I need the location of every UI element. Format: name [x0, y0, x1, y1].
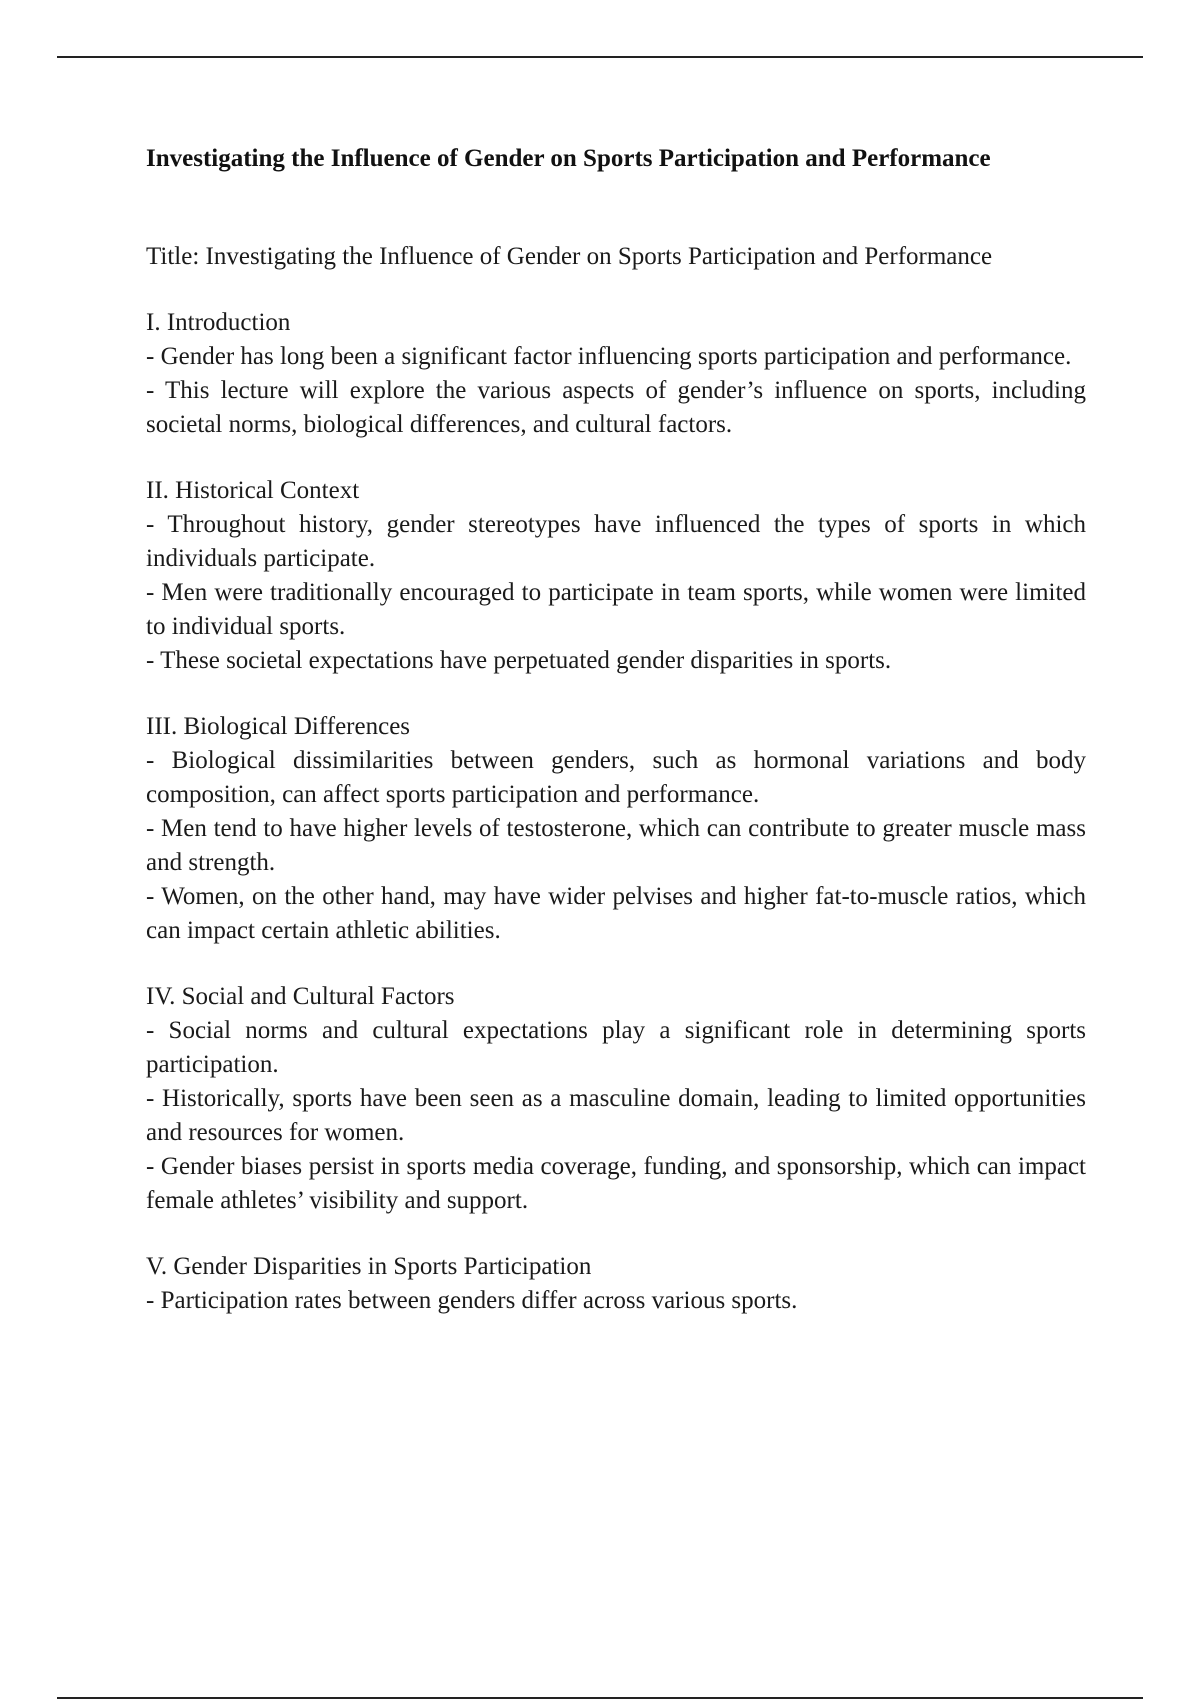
- section-social-cultural-factors: [146, 980, 1086, 1218]
- section-heading: III. Biological Differences: [146, 713, 411, 740]
- bullet-item: - Women, on the other hand, may have wider pelvises and higher fat-to-muscle ratios, which can impact certain athletic abilities.: [146, 883, 1086, 944]
- bullet-item: - This lecture will explore the various aspects of gender’s influence on sports, including societal norms, biological differences, and cultural factors.: [146, 377, 1086, 438]
- bullet-item: - Biological dissimilarities between genders, such as hormonal variations and body composition, can affect sports participation and performance.: [146, 747, 1086, 808]
- document-title-line: Title: Investigating the Influence of Gender on Sports Participation and Performance: [146, 243, 993, 270]
- bullet-item: - Throughout history, gender stereotypes have influenced the types of sports in which individuals participate.: [146, 511, 1086, 572]
- bullet-item: - Gender biases persist in sports media coverage, funding, and sponsorship, which can impact female athletes’ visibility and support.: [146, 1153, 1086, 1214]
- document-body: [146, 142, 1086, 1350]
- section-introduction: [146, 306, 1086, 442]
- section-biological-differences: [146, 710, 1086, 948]
- bullet-item: - Historically, sports have been seen as a masculine domain, leading to limited opportunities and resources for women.: [146, 1085, 1086, 1146]
- bullet-item: - Gender has long been a significant factor influencing sports participation and performance.: [146, 343, 1072, 370]
- bullet-item: - Social norms and cultural expectations play a significant role in determining sports participation.: [146, 1017, 1086, 1078]
- section-heading: IV. Social and Cultural Factors: [146, 983, 455, 1010]
- section-heading: II. Historical Context: [146, 477, 360, 504]
- section-gender-disparities: [146, 1250, 1086, 1318]
- section-heading: I. Introduction: [146, 309, 291, 336]
- bullet-item: - Men tend to have higher levels of testosterone, which can contribute to greater muscle mass and strength.: [146, 815, 1086, 876]
- document-heading: Investigating the Influence of Gender on Sports Participation and Performance: [146, 145, 991, 172]
- section-historical-context: [146, 474, 1086, 678]
- top-rule: [57, 56, 1143, 58]
- section-heading: V. Gender Disparities in Sports Participation: [146, 1253, 592, 1280]
- bullet-item: - These societal expectations have perpetuated gender disparities in sports.: [146, 647, 892, 674]
- bullet-item: - Participation rates between genders differ across various sports.: [146, 1287, 798, 1314]
- bullet-item: - Men were traditionally encouraged to participate in team sports, while women were limited to individual sports.: [146, 579, 1086, 640]
- bottom-rule: [57, 1697, 1143, 1699]
